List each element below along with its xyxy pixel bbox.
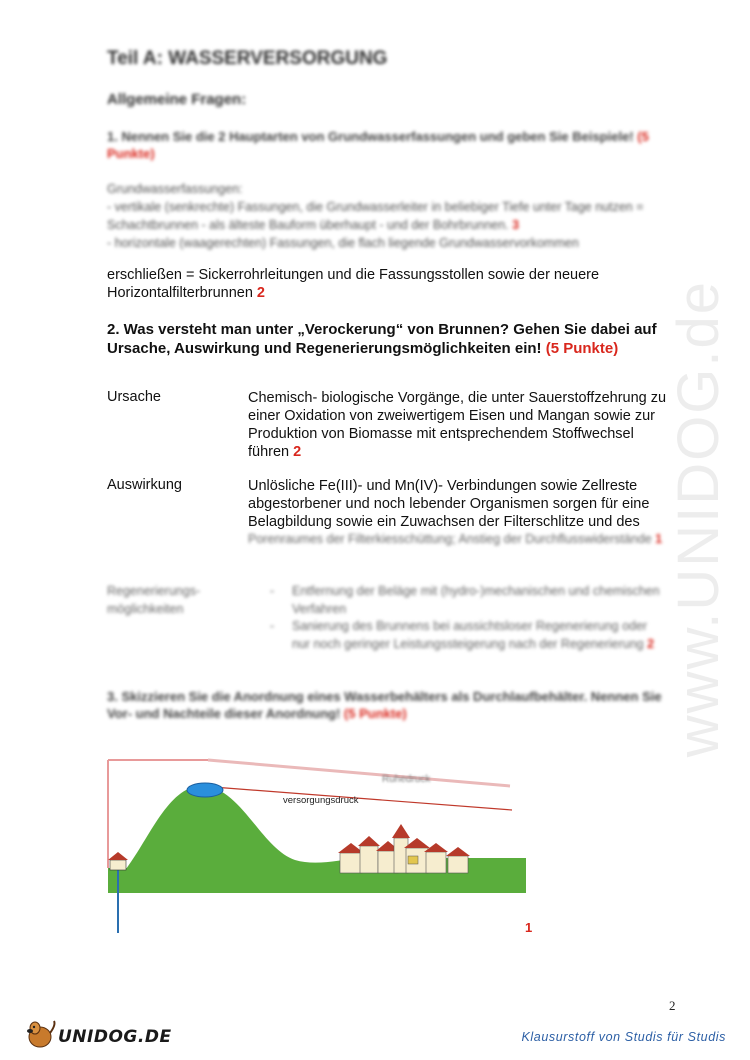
question-3-points: (5 Punkte): [343, 706, 407, 721]
water-tank: [187, 783, 223, 797]
page-number: 2: [669, 998, 676, 1013]
answer-1-blurred: [107, 180, 677, 252]
watermark: www.UNIDOG.de: [666, 280, 731, 758]
auswirkung-blur-body: Porenraumes der Filterkiesschüttung; Anstieg der Durchflusswiderstände: [248, 532, 652, 546]
pump-house: [110, 860, 126, 870]
regen-bullet-1: -: [270, 584, 275, 598]
diagram-score: 1: [525, 920, 533, 935]
answer-1-clear: [107, 266, 687, 302]
answer-1-line2: [107, 198, 677, 234]
unidog-logo: UNIDOG.DE: [58, 1027, 172, 1047]
answer-1-line2-text: - vertikale (senkrechte) Fassungen, die Grundwasserleiter in beliebiger Tiefe unter Tage nutzen = Schachtbrunnen - als älteste Bauform überhaupt - und der Bohrbrunnen.: [107, 200, 644, 232]
auswirkung-score: 1: [655, 532, 663, 546]
village: [338, 824, 470, 873]
ursache-body: Chemisch- biologische Vorgänge, die unter Sauerstoffzehrung zu einer Oxidation von zweiwertigem Eisen und Mangan sowie zur Produktion von Biomasse mit entsprechendem Stoffwechsel führen: [248, 390, 667, 460]
label-versorgungsdruck: versorgungsdruck: [283, 795, 359, 806]
auswirkung-text: Unlösliche Fe(III)- und Mn(IV)- Verbindungen sowie Zellreste abgestorbener und noch lebender Organismen sorgen für eine Belagbildung sowie ein Zuwachsen der Filterschlitze und des: [248, 478, 650, 530]
section-subtitle: Allgemeine Fragen:: [107, 91, 247, 108]
regen-label: Regenerierungs-möglichkeiten: [107, 584, 201, 616]
pump-house-roof: [108, 852, 128, 860]
ursache-score: 2: [293, 444, 302, 460]
question-2: [107, 320, 687, 358]
water-tank-diagram: [100, 748, 540, 948]
regen-item-2: [292, 617, 667, 653]
question-1-points: (5 Punkte): [107, 129, 649, 161]
question-2-text: 2. Was versteht man unter „Verockerung“ von Brunnen? Gehen Sie dabei auf Ursache, Auswirkung und Regenerierungsmöglichkeiten ein!: [107, 321, 657, 357]
question-3-text: 3. Skizzieren Sie die Anordnung eines Wasserbehälters als Durchlaufbehälter. Nennen Sie Vor- und Nachteile dieser Anordnung!: [107, 689, 662, 721]
regen-bullet-2: -: [270, 619, 275, 633]
question-2-points: (5 Punkte): [545, 340, 619, 357]
page-title: Teil A: WASSERVERSORGUNG: [107, 48, 388, 69]
ursache-text: [248, 389, 678, 461]
label-ruhedruck: Ruhedruck: [382, 774, 431, 785]
question-1-text: 1. Nennen Sie die 2 Hauptarten von Grundwasserfassungen und geben Sie Beispiele!: [107, 129, 634, 144]
answer-1-score-a: 3: [512, 218, 520, 232]
ursache-label: Ursache: [107, 389, 161, 405]
answer-1-line3: - horizontale (waagerechten) Fassungen, die flach liegende Grundwasservorkommen: [107, 236, 579, 250]
regen-item-2-text: Sanierung des Brunnens bei aussichtsloser Regenerierung oder nur noch geringer Leistungssteigerung nach der Regenerierung: [292, 619, 648, 651]
answer-1-score-b: 2: [256, 285, 265, 301]
regen-score: 2: [647, 637, 655, 651]
ruhedruck-line: [208, 760, 510, 786]
answer-1-line1: Grundwasserfassungen:: [107, 182, 243, 196]
answer-1-line4: erschließen = Sickerrohrleitungen und die Fassungsstollen sowie der neuere Horizontalfilterbrunnen: [107, 267, 600, 301]
question-3: [107, 688, 687, 722]
footer-tagline: Klausurstoff von Studis für Studis: [521, 1030, 726, 1044]
question-1: [107, 128, 667, 162]
auswirkung-text-blurred: [248, 530, 668, 548]
auswirkung-label: Auswirkung: [107, 477, 182, 493]
regen-item-1: Entfernung der Beläge mit (hydro-)mechanischen und chemischen Verfahren: [292, 584, 660, 616]
dog-logo-icon: [22, 1015, 58, 1051]
